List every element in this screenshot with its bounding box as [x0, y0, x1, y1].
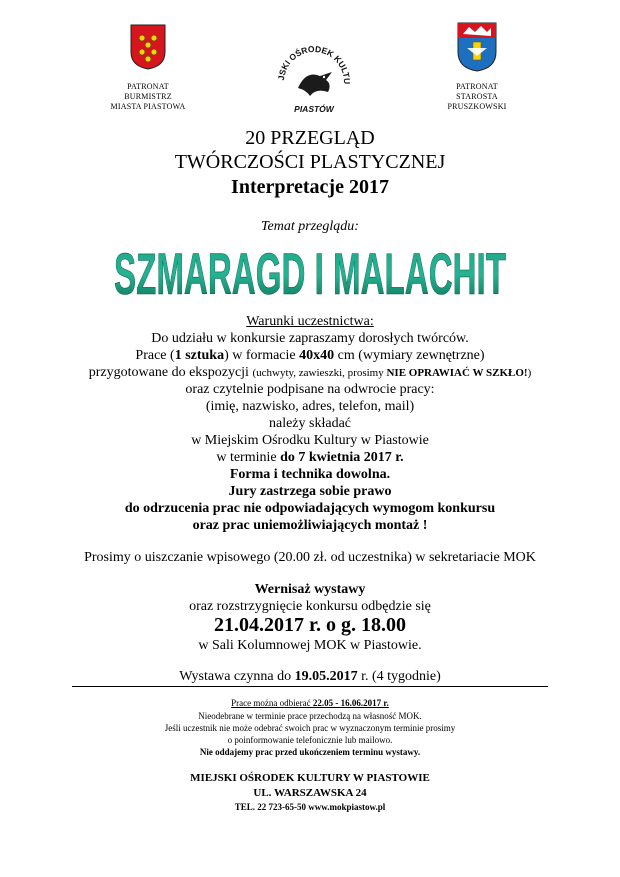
entry-fee-note: Prosimy o uiszczanie wpisowego (20.00 zł. od uczestnika) w sekretariacie MOK — [84, 550, 536, 565]
text-fragment: NIE OPRAWIAĆ W SZKŁO! — [386, 367, 528, 379]
title-line-2: TWÓRCZOŚCI PLASTYCZNEJ — [174, 151, 446, 173]
svg-text:PIASTÓW: PIASTÓW — [294, 104, 334, 114]
pickup-dates — [0, 697, 620, 709]
text-fragment: r. (4 tygodnie) — [357, 669, 441, 684]
svg-text:MIEJSKI OŚRODEK KULTURY: JSKI OŚRODEK KULTU — [276, 43, 352, 85]
pickup-line: Nie oddajemy prac przed ukończeniem terminu wystawy. — [199, 747, 421, 757]
exhibition-period — [0, 668, 620, 685]
pruszkow-county-coat-of-arms — [457, 22, 497, 72]
vernissage-place: w Sali Kolumnowej MOK w Piastowie. — [198, 638, 422, 653]
right-patron-line: PATRONAT — [456, 82, 498, 91]
left-patron-line: BURMISTRZ — [124, 92, 172, 101]
vernissage-date: 21.04.2017 r. o g. 18.00 — [213, 614, 407, 636]
text-fragment: Prace można odbierać — [231, 698, 313, 708]
theme-label: Temat przeglądu: — [261, 219, 359, 234]
title-line-1: 20 PRZEGLĄD — [245, 127, 375, 149]
text-fragment: ) w formacie — [224, 348, 300, 363]
conditions-line: Do udziału w konkursie zapraszamy dorosłych twórców. — [151, 331, 469, 346]
mok-piastow-logo — [276, 40, 352, 120]
conditions-heading: Warunki uczestnictwa: — [246, 314, 374, 329]
theme-title: SZMARAGD I MALACHIT — [114, 242, 506, 304]
text-fragment: 19.05.2017 — [294, 669, 358, 684]
pickup-line: Nieodebrane w terminie prace przechodzą na własność MOK. — [198, 711, 422, 721]
conditions-line: w Miejskim Ośrodku Kultury w Piastowie — [191, 433, 429, 448]
conditions-line: należy składać — [268, 416, 351, 431]
conditions-line: oraz prac uniemożliwiających montaż ! — [192, 518, 428, 533]
text-fragment: 1 sztuka — [174, 348, 225, 363]
text-fragment: 40x40 — [299, 348, 335, 363]
text-fragment: cm (wymiary zewnętrzne) — [334, 348, 485, 363]
text-fragment: 22.05 - 16.06.2017 r. — [312, 698, 389, 708]
text-fragment: (uchwyty, zawieszki, prosimy — [252, 367, 387, 379]
text-fragment: ) — [527, 367, 532, 379]
left-patron-line: MIASTA PIASTOWA — [110, 102, 186, 111]
text-fragment: Wystawa czynna do — [179, 669, 295, 684]
left-patron-caption — [100, 82, 196, 112]
left-patron-line: PATRONAT — [127, 82, 169, 91]
title-line-3: Interpretacje 2017 — [231, 176, 389, 198]
footer-organization: MIEJSKI OŚRODEK KULTURY W PIASTOWIE — [190, 772, 430, 784]
pickup-line: o poinformowanie telefonicznie lub mailowo. — [227, 735, 393, 745]
text-fragment: do 7 kwietnia 2017 r. — [280, 450, 404, 465]
text-fragment: Prace ( — [135, 348, 175, 363]
conditions-line: Jury zastrzega sobie prawo — [228, 484, 392, 499]
divider — [72, 686, 548, 687]
conditions-line: oraz czytelnie podpisane na odwrocie pracy: — [185, 382, 435, 397]
conditions-prepare-line — [0, 364, 620, 382]
footer-contact: TEL. 22 723-65-50 www.mokpiastow.pl — [234, 802, 386, 812]
conditions-deadline-line — [0, 449, 620, 466]
conditions-format-line — [0, 347, 620, 364]
conditions-line: Forma i technika dowolna. — [229, 467, 391, 482]
right-patron-line: STAROSTA — [456, 92, 498, 101]
right-patron-line: PRUSZKOWSKI — [447, 102, 507, 111]
vernissage-heading: Wernisaż wystawy — [254, 582, 366, 597]
theme-banner — [110, 238, 510, 304]
right-patron-caption — [425, 82, 529, 112]
pickup-line: Jeśli uczestnik nie może odebrać swoich prac w wyznaczonym terminie prosimy — [164, 723, 456, 733]
vernissage-line: oraz rozstrzygnięcie konkursu odbędzie się — [189, 599, 431, 614]
footer-address: UL. WARSZAWSKA 24 — [253, 787, 367, 799]
conditions-line: (imię, nazwisko, adres, telefon, mail) — [205, 399, 415, 414]
text-fragment: w terminie — [216, 450, 281, 465]
text-fragment: przygotowane do ekspozycji — [88, 365, 253, 380]
piastow-coat-of-arms — [130, 24, 166, 70]
conditions-line: do odrzucenia prac nie odpowiadających wymogom konkursu — [124, 501, 496, 516]
